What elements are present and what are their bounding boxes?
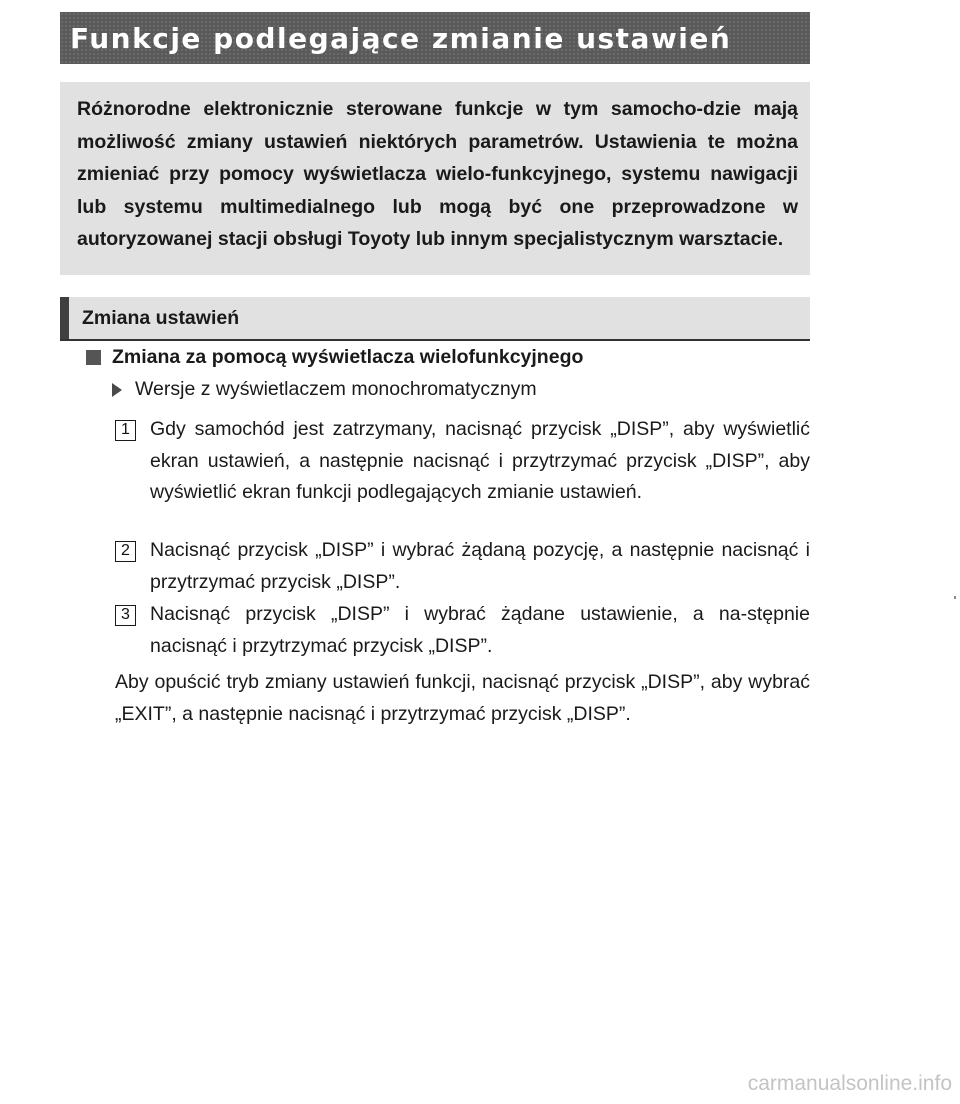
square-bullet-icon (86, 350, 101, 365)
stray-mark (954, 596, 956, 599)
step-number-1: 1 (115, 420, 136, 441)
closing-paragraph (115, 667, 810, 730)
step-2 (115, 535, 810, 598)
page-title-bar (60, 12, 810, 64)
step-3 (115, 599, 810, 662)
watermark: carmanualsonline.info (747, 1072, 952, 1095)
step-text-1: Gdy samochód jest zatrzymany, nacisnąć przycisk „DISP”, aby wyświetlić ekran ustawień, a następnie nacisnąć i przytrzymać przycisk „DISP”, aby wyświetlić ekran funkcji podlegających zmianie ustawień. (150, 418, 810, 503)
closing-text: Aby opuścić tryb zmiany ustawień funkcji, nacisnąć przycisk „DISP”, aby wybrać „EXIT”, a następnie nacisnąć i przytrzymać przycisk „DISP”. (115, 671, 810, 725)
page-title: Funkcje podlegające zmianie ustawień (70, 21, 732, 55)
variant-text: Wersje z wyświetlaczem monochromatycznym (135, 378, 537, 400)
step-text-2: Nacisnąć przycisk „DISP” i wybrać żądaną pozycję, a następnie nacisnąć i przytrzymać przycisk „DISP”. (150, 539, 810, 593)
section-title: Zmiana ustawień (82, 307, 240, 329)
subheading (86, 346, 583, 369)
step-text-3: Nacisnąć przycisk „DISP” i wybrać żądane ustawienie, a na-stępnie nacisnąć i przytrzymać przycisk „DISP”. (150, 603, 810, 657)
step-1 (115, 414, 810, 509)
intro-text: Różnorodne elektronicznie sterowane funkcje w tym samocho-dzie mają możliwość zmiany ustawień niektórych parametrów. Ustawienia te można zmieniać przy pomocy wyświetlacza wielo-funkcyjnego, systemu nawigacji lub systemu multimedialnego lub mogą być one przeprowadzone w autoryzowanej stacji obsługi Toyoty lub innym specjalistycznym warsztacie. (77, 98, 798, 250)
step-number-2: 2 (115, 541, 136, 562)
variant-line (112, 378, 537, 401)
section-header (60, 297, 810, 341)
triangle-right-icon (112, 383, 122, 397)
step-number-3: 3 (115, 605, 136, 626)
subheading-text: Zmiana za pomocą wyświetlacza wielofunkcyjnego (112, 346, 584, 368)
section-accent-bar (60, 297, 69, 339)
intro-box (60, 82, 810, 275)
